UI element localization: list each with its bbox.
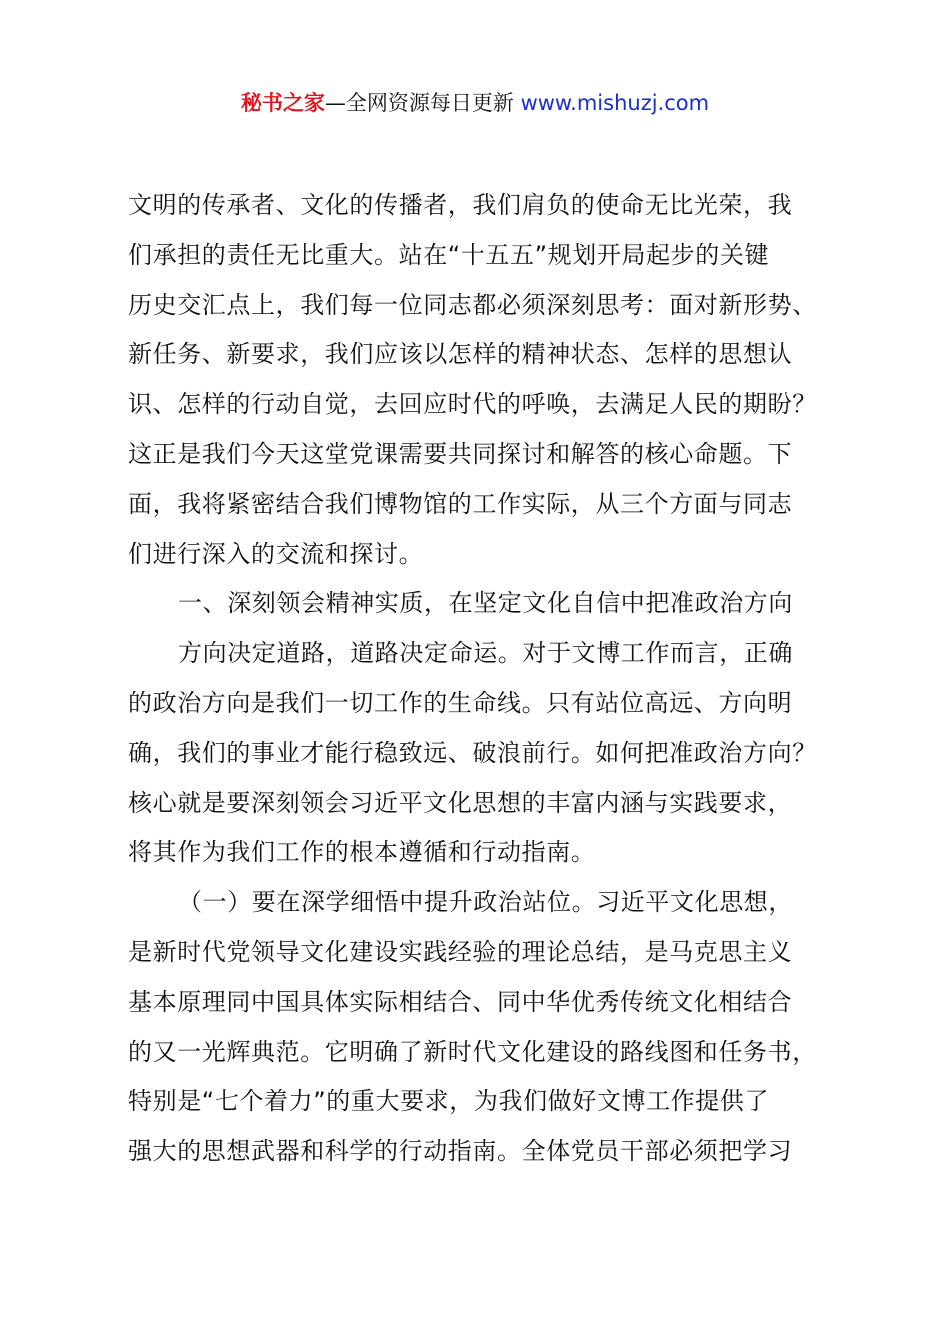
document-body: [128, 181, 828, 1177]
body-line: 强大的思想武器和科学的行动指南。全体党员干部必须把学习: [128, 1137, 793, 1166]
body-line: 的政治方向是我们一切工作的生命线。只有站位高远、方向明: [128, 688, 793, 717]
body-line: 是新时代党领导文化建设实践经验的理论总结，是马克思主义: [128, 937, 793, 966]
body-line: 确，我们的事业才能行稳致远、破浪前行。如何把准政治方向？: [128, 738, 817, 767]
body-line: 将其作为我们工作的根本遵循和行动指南。: [128, 838, 596, 867]
body-line: 新任务、新要求，我们应该以怎样的精神状态、怎样的思想认: [128, 340, 793, 369]
body-line: 们进行深入的交流和探讨。: [128, 539, 424, 568]
body-line: 特别是“七个着力”的重大要求，为我们做好文博工作提供了: [128, 1087, 770, 1116]
subsection-line: （一）要在深学细悟中提升政治站位。习近平文化思想，: [178, 888, 793, 917]
page-header: [0, 86, 950, 120]
body-line: 识、怎样的行动自觉，去回应时代的呼唤，去满足人民的期盼？: [128, 390, 817, 419]
body-line: 面，我将紧密结合我们博物馆的工作实际，从三个方面与同志: [128, 489, 793, 518]
body-line: 方向决定道路，道路决定命运。对于文博工作而言，正确: [178, 639, 793, 668]
body-line: 历史交汇点上，我们每一位同志都必须深刻思考：面对新形势、: [128, 290, 817, 319]
header-tagline: —全网资源每日更新: [324, 91, 514, 115]
body-line: 们承担的责任无比重大。站在“十五五”规划开局起步的关键: [128, 240, 770, 269]
body-line: 核心就是要深刻领会习近平文化思想的丰富内涵与实践要求，: [128, 788, 793, 817]
brand-name: 秘书之家: [240, 91, 325, 115]
body-line: 基本原理同中国具体实际相结合、同中华优秀传统文化相结合: [128, 987, 793, 1016]
body-line: 文明的传承者、文化的传播者，我们肩负的使命无比光荣，我: [128, 191, 793, 219]
body-line: 这正是我们今天这堂党课需要共同探讨和解答的核心命题。下: [128, 439, 793, 468]
body-line: 的又一光辉典范。它明确了新时代文化建设的路线图和任务书，: [128, 1037, 817, 1066]
section-heading: 一、深刻领会精神实质，在坚定文化自信中把准政治方向: [178, 589, 793, 618]
site-url-link[interactable]: www.mishuzj.com: [520, 91, 710, 115]
